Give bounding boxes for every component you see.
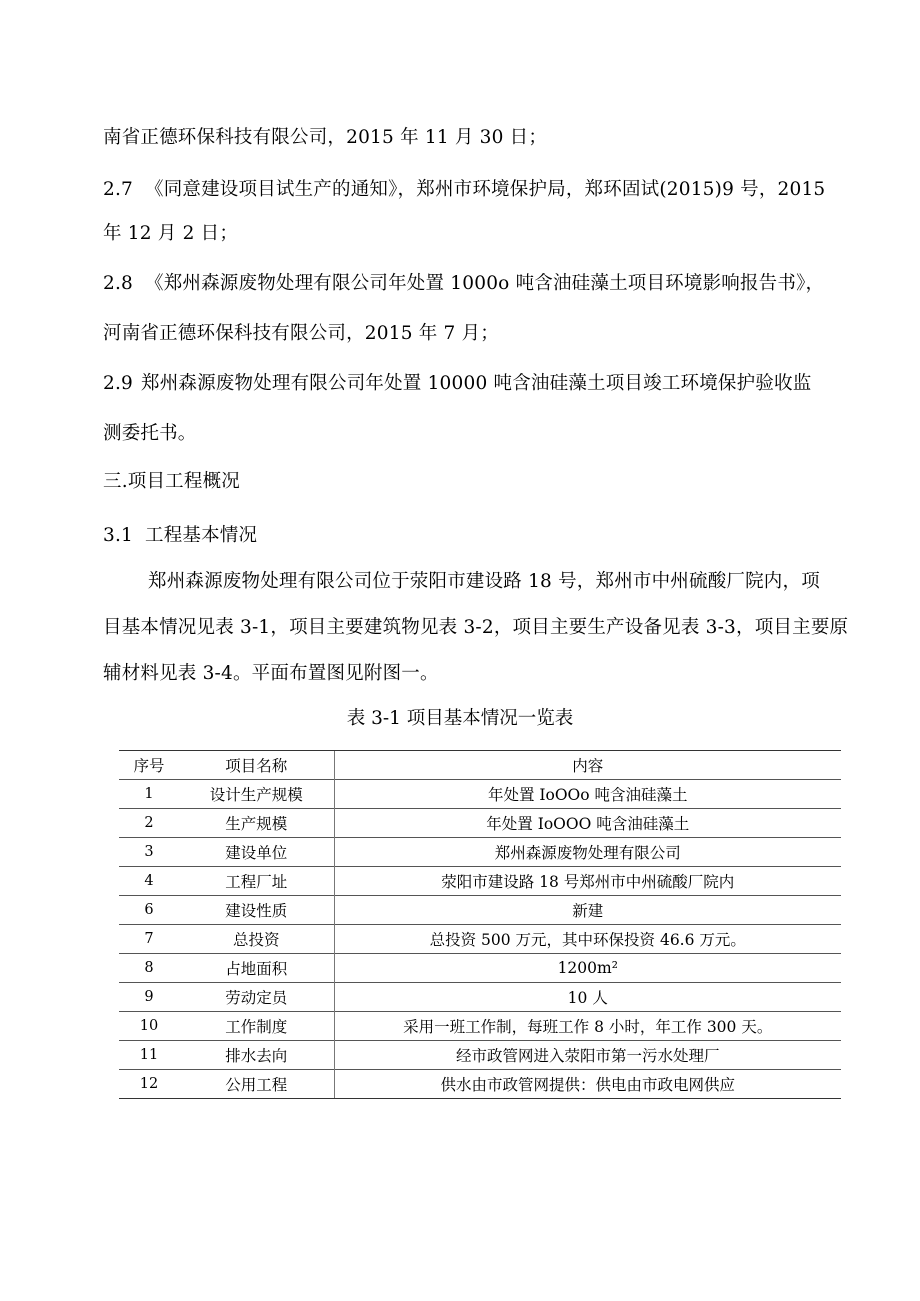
reference-number: 2.7 xyxy=(103,179,134,200)
row-index: 9 xyxy=(119,983,179,1012)
text-line-1: 南省正德环保科技有限公司，2015 年 11 月 30 日； xyxy=(103,127,548,148)
row-content: 荥阳市建设路 18 号郑州市中州硫酸厂院内 xyxy=(334,867,841,896)
row-item-name: 建设性质 xyxy=(179,896,334,925)
row-index: 7 xyxy=(119,925,179,954)
row-item-name: 劳动定员 xyxy=(179,983,334,1012)
table-row xyxy=(119,896,841,925)
row-index: 10 xyxy=(119,1012,179,1041)
header-index: 序号 xyxy=(119,751,179,780)
row-item-name: 设计生产规模 xyxy=(179,780,334,809)
table-row xyxy=(119,954,841,983)
row-index: 4 xyxy=(119,867,179,896)
row-index: 8 xyxy=(119,954,179,983)
row-index: 11 xyxy=(119,1041,179,1070)
row-content: 郑州森源废物处理有限公司 xyxy=(334,838,841,867)
reference-number: 2.8 xyxy=(103,273,134,294)
table-row xyxy=(119,1012,841,1041)
table-row xyxy=(119,838,841,867)
table-caption: 表 3-1 项目基本情况一览表 xyxy=(346,708,574,729)
table-row xyxy=(119,925,841,954)
row-item-name: 占地面积 xyxy=(179,954,334,983)
row-content: 10 人 xyxy=(334,983,841,1012)
row-index: 12 xyxy=(119,1070,179,1099)
row-item-name: 总投资 xyxy=(179,925,334,954)
header-content: 内容 xyxy=(334,751,841,780)
table-row xyxy=(119,867,841,896)
row-item-name: 生产规模 xyxy=(179,809,334,838)
subsection-heading-3-1: 3.1 工程基本情况 xyxy=(103,525,258,546)
body-paragraph-line-3: 辅材料见表 3-4。平面布置图见附图一。 xyxy=(103,663,439,684)
row-content: 1200m² xyxy=(334,954,841,983)
text-line-3: 年 12 月 2 日； xyxy=(103,223,239,244)
table-row xyxy=(119,780,841,809)
row-content: 新建 xyxy=(334,896,841,925)
row-index: 1 xyxy=(119,780,179,809)
reference-2-7: 2.7 《同意建设项目试生产的通知》，郑州市环境保护局，郑环固试(2015)9 号，2015 xyxy=(103,179,826,200)
row-item-name: 工程厂址 xyxy=(179,867,334,896)
row-content: 采用一班工作制，每班工作 8 小时，年工作 300 天。 xyxy=(334,1012,841,1041)
row-item-name: 建设单位 xyxy=(179,838,334,867)
row-content: 年处置 IoOOo 吨含油硅藻土 xyxy=(334,780,841,809)
subsection-number: 3.1 xyxy=(103,525,134,546)
table-row xyxy=(119,1070,841,1099)
row-index: 6 xyxy=(119,896,179,925)
row-content: 供水由市政管网提供：供电由市政电网供应 xyxy=(334,1070,841,1099)
section-heading-3: 三.项目工程概况 xyxy=(103,471,240,492)
row-content: 年处置 IoOOO 吨含油硅藻土 xyxy=(334,809,841,838)
table-header-row xyxy=(119,751,841,780)
row-item-name: 工作制度 xyxy=(179,1012,334,1041)
reference-number: 2.9 xyxy=(103,373,134,394)
body-paragraph-line-1: 郑州森源废物处理有限公司位于荥阳市建设路 18 号，郑州市中州硫酸厂院内，项 xyxy=(148,571,820,592)
row-content: 经市政管网进入荥阳市第一污水处理厂 xyxy=(334,1041,841,1070)
row-index: 2 xyxy=(119,809,179,838)
body-paragraph-line-2: 目基本情况见表 3-1，项目主要建筑物见表 3-2，项目主要生产设备见表 3-3，项目主要原 xyxy=(103,617,849,638)
text-line-7: 测委托书。 xyxy=(103,423,197,444)
reference-2-8: 2.8 《郑州森源废物处理有限公司年处置 1000o 吨含油硅藻土项目环境影响报告书》， xyxy=(103,273,825,294)
row-content: 总投资 500 万元，其中环保投资 46.6 万元。 xyxy=(334,925,841,954)
table-row xyxy=(119,1041,841,1070)
row-item-name: 排水去向 xyxy=(179,1041,334,1070)
table-row xyxy=(119,809,841,838)
table-row xyxy=(119,983,841,1012)
row-item-name: 公用工程 xyxy=(179,1070,334,1099)
row-index: 3 xyxy=(119,838,179,867)
reference-2-9: 2.9 郑州森源废物处理有限公司年处置 10000 吨含油硅藻土项目竣工环境保护验收监 xyxy=(103,373,812,394)
project-info-table xyxy=(119,750,841,1099)
header-item-name: 项目名称 xyxy=(179,751,334,780)
text-line-5: 河南省正德环保科技有限公司，2015 年 7 月； xyxy=(103,323,499,344)
